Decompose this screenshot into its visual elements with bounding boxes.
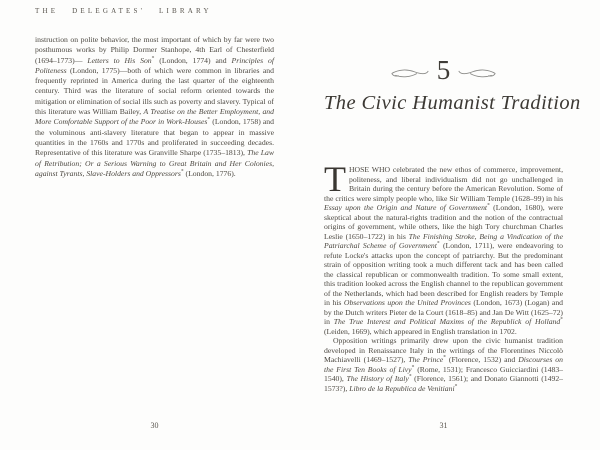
italic-title-run: Libro de la Republica de Venitiani <box>349 383 455 393</box>
text-run: (London, 1711), were endeavoring to refute Locke's attacks upon the concept of patriarchy. But the predominant strain of opposition writing took a much different tack and has been called the classical republican or commonwealth tradition. To some small extent, this tradition looked across the English channel to the republican government of the Netherlands, which had been described for English readers by Temple in his <box>324 241 563 307</box>
text-run: (London, 1758) and the voluminous anti-slavery literature that began to appear in massive quantities in the 1760s and 1770s and proliferated in succeeding decades. Representative of this literature was Granville Sharpe (1735–1813), <box>35 117 274 158</box>
page-number-right: 31 <box>439 421 448 430</box>
right-page-body <box>324 159 564 393</box>
text-run: (London, 1774) and <box>154 55 232 65</box>
swash-flourish-left-icon <box>390 67 430 80</box>
asterisk-note-marker: * <box>207 116 211 123</box>
italic-title-run: The History of Italy <box>346 374 409 383</box>
chapter-number: 5 <box>436 55 451 85</box>
page-number-left: 30 <box>150 421 159 430</box>
chapter-head <box>324 55 581 115</box>
text-run: (London, 1673) (Logan) and by the Dutch writers Pieter de la Court (1618–85) and Jan De Witt (1625–72) in <box>324 298 564 326</box>
asterisk-note-marker: * <box>443 354 446 361</box>
drop-cap: T <box>324 159 346 199</box>
asterisk-note-marker: * <box>454 382 458 389</box>
asterisk-note-marker: * <box>151 55 155 62</box>
asterisk-note-marker: * <box>411 363 415 370</box>
swash-flourish-right-icon <box>457 67 497 80</box>
asterisk-note-marker: * <box>436 240 440 247</box>
italic-title-run: Letters to His Son <box>87 55 152 65</box>
text-run: HOSE WHO celebrated the new ethos of commerce, improvement, politeness, and liberal individualism did not go unchallenged in Britain during the century before the American Revolution. Some of the critics were simply people who, like Sir William Temple (1628–99) in his <box>324 165 563 203</box>
text-run: (Florence, 1532) and <box>445 355 519 364</box>
text-run: (Rome, 1531); Francesco Guicciardini (1483–1540), <box>324 364 564 383</box>
italic-title-run: The Prince <box>408 355 444 364</box>
asterisk-note-marker: * <box>180 168 184 175</box>
text-run: (Florence, 1561); and Donato Giannotti (1492–1573?), <box>324 374 564 393</box>
paragraph-second <box>324 336 563 393</box>
chapter-number-row <box>324 56 563 84</box>
italic-title-run: The Law of Retribution; Or a Serious Warning to Great Britain and Her Colonies, against Tyrants, Slave-Holders and Oppressors <box>35 148 275 178</box>
text-run: (Leiden, 1669), which appeared in English translation in 1702. <box>324 326 517 336</box>
italic-title-run: Essay upon the Origin and Nature of Government <box>324 203 488 212</box>
text-run: (London, 1680), were skeptical about the natural-rights tradition and the notion of the contractual origins of government, while others, like the high Tory churchman Charles Leslie (1650–1722) in his <box>324 203 563 241</box>
chapter-title: The Civic Humanist Tradition <box>324 92 581 114</box>
italic-title-run: The True Interest and Political Maxims of the Republick of Holland <box>333 317 561 326</box>
italic-title-run: A Treatise on the Better Employment, and More Comfortable Support of the Poor in Work-Houses <box>35 107 274 127</box>
italic-title-run: The Finishing Stroke, Being a Vindication of the Patriarchal Scheme of Government <box>324 231 563 250</box>
text-run: (London, 1776). <box>183 168 236 178</box>
left-page-paragraph <box>35 35 274 179</box>
text-run: Opposition writings primarily drew upon the civic humanist tradition developed in Renaissance Italy in the writings of the Florentines Niccolò Machiavelli (1469–1527), <box>324 336 563 364</box>
italic-title-run: Discourses on the First Ten Books of Livy <box>324 355 563 374</box>
text-run: (London, 1775)—both of which were common in libraries and frequently reprinted in America during the last quarter of the eighteenth century. Third was the literature of social reform oriented towards the mitigation or elimination of social ills such as poverty and slavery. Typical of this literature was William Bailey, <box>35 65 274 117</box>
italic-title-run: Principles of Politeness <box>35 55 275 75</box>
paragraph-opening-text <box>324 159 564 336</box>
asterisk-note-marker: * <box>560 316 563 323</box>
paragraph-opening <box>324 159 564 336</box>
asterisk-note-marker: * <box>487 202 490 209</box>
italic-title-run: Observations upon the United Provinces <box>343 298 471 307</box>
text-run: instruction on polite behavior, the most important of which by far were two posthumous works by Philip Dormer Stanhope, 4th Earl of Chesterfield (1694–1773)— <box>35 35 274 65</box>
asterisk-note-marker: * <box>408 373 412 380</box>
running-head: THE DELEGATES' LIBRARY <box>35 7 212 15</box>
